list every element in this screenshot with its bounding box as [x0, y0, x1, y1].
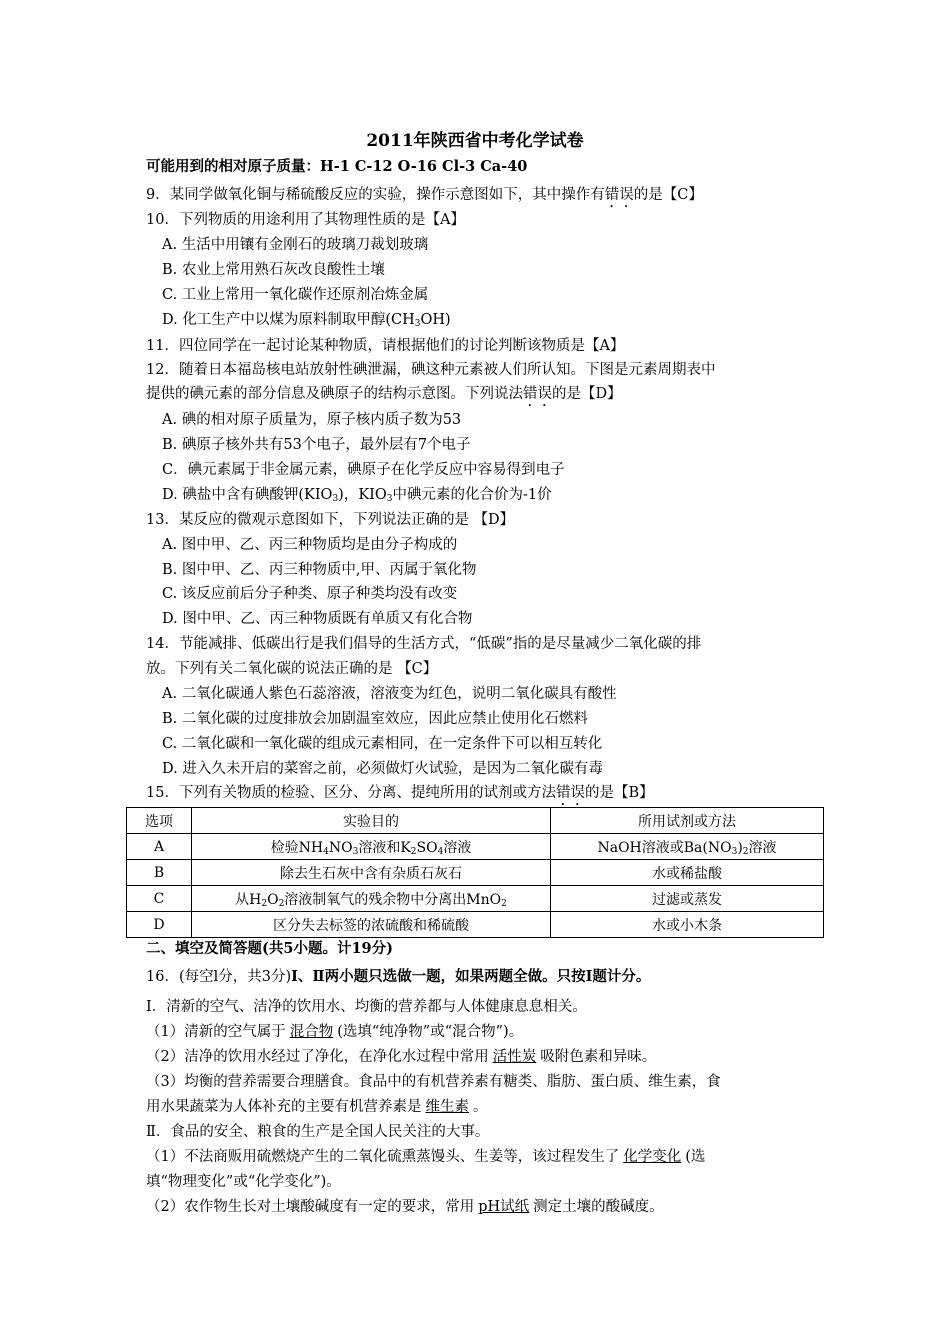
row-purpose: 除去生石灰中含有杂质石灰石 — [192, 860, 551, 886]
q15-text: 15．下列有关物质的检验、区分、分离、提纯所用的试剂或方法 — [146, 785, 556, 801]
q16-II-1: （1）不法商贩用硫燃烧产生的二氧化硫熏蒸馒头、生姜等，该过程发生了 化学变化 (选 — [146, 1149, 706, 1165]
q10-d-text: D. 化工生产中以煤为原料制取甲醇(CH — [162, 312, 415, 328]
q9-answer: 的是【C】 — [633, 187, 703, 203]
q13-option-c: C. 该反应前后分子种类、原子种类均没有改变 — [162, 586, 458, 602]
q15-table — [126, 807, 824, 938]
q10-option-a: A. 生活中用镶有金刚石的玻璃刀裁划玻璃 — [162, 237, 429, 253]
q13-option-a: A. 图中甲、乙、丙三种物质均是由分子构成的 — [162, 537, 458, 553]
q12-d-sub2: 3 — [386, 494, 393, 504]
question-10: 10．下列物质的用途利用了其物理性质的是【A】 — [146, 212, 465, 228]
table-row — [127, 860, 824, 886]
question-14-line2: 放。下列有关二氧化碳的说法正确的是 【C】 — [146, 661, 438, 677]
answer-blank: 活性炭 — [492, 1049, 537, 1065]
row-option: C — [127, 886, 192, 912]
q12-d-text: D. 碘盐中含有碘酸钾(KIO — [162, 487, 333, 503]
question-12-line2 — [146, 384, 622, 410]
q13-option-d: D. 图中甲、乙、丙三种物质既有单质又有化合物 — [162, 611, 473, 627]
question-9 — [146, 185, 703, 211]
table-row — [127, 912, 824, 938]
q12-option-c: C．碘元素属于非金属元素，碘原子在化学反应中容易得到电子 — [162, 462, 565, 478]
q16-I-3-line1: （3）均衡的营养需要合理膳食。食品中的有机营养素有糖类、脂肪、蛋白质、维生素，食 — [146, 1074, 721, 1090]
q12-option-b: B. 碘原子核外共有53个电子，最外层有7个电子 — [162, 437, 471, 453]
q9-text: 9．某同学做氧化铜与稀硫酸反应的实验，操作示意图如下，其中操作有 — [146, 187, 605, 203]
q16-I-intro: Ⅰ．清新的空气、洁净的饮用水、均衡的营养都与人体健康息息相关。 — [146, 999, 587, 1015]
q15-emphasis: 错误 — [555, 785, 585, 801]
row-purpose: 从$H_2O_2$溶液制氧气的残余物中分离出MnO$_2$ — [192, 886, 551, 912]
q12-text: 提供的碘元素的部分信息及碘原子的结构示意图。下列说法 — [146, 386, 523, 402]
q14-option-c: C. 二氧化碳和一氧化碳的组成元素相同，在一定条件下可以相互转化 — [162, 736, 603, 752]
row-purpose: 检验$NH_4NO_3$溶液和$K_2SO_4$溶液 — [192, 834, 551, 860]
question-11: 11．四位同学在一起讨论某种物质，请根据他们的讨论判断该物质是【A】 — [146, 338, 625, 354]
q12-emphasis: 错误 — [523, 386, 552, 402]
q16-II-intro: Ⅱ．食品的安全、粮食的生产是全国人民关注的大事。 — [146, 1124, 490, 1140]
q16-note: Ⅰ、Ⅱ两小题只选做一题，如果两题全做。只按Ⅰ题计分。 — [291, 968, 651, 985]
question-12-line1: 12．随着日本福岛核电站放射性碘泄漏，碘这种元素被人们所认知。下图是元素周期表中 — [146, 362, 716, 378]
row-option: D — [127, 912, 192, 938]
q10-d-sub: 3 — [414, 319, 421, 329]
table-header-row — [127, 808, 824, 834]
q14-option-d: D. 进入久未开启的菜窖之前，必须做灯火试验，是因为二氧化碳有毒 — [162, 761, 603, 777]
answer-blank: 维生素 — [425, 1099, 469, 1115]
q12-d-tail: 中碘元素的化合价为-1价 — [392, 487, 552, 503]
q12-d-sub1: 3 — [332, 494, 339, 504]
page-title: 2011年陕西省中考化学试卷 — [366, 131, 584, 151]
q16-I-2: （2）洁净的饮用水经过了净化，在净化水过程中常用 活性炭 吸附色素和异味。 — [146, 1049, 657, 1065]
answer-blank: 化学变化 — [623, 1149, 682, 1165]
row-method: 水或小木条 — [551, 912, 824, 938]
question-16 — [146, 967, 650, 987]
section-2-heading: 二、填空及简答题(共5小题。计19分) — [146, 940, 393, 957]
q10-option-b: B. 农业上常用熟石灰改良酸性土壤 — [162, 262, 385, 278]
q16-II-2: （2）农作物生长对土壤酸碱度有一定的要求，常用 pH试纸 测定土壤的酸碱度。 — [146, 1199, 664, 1215]
row-option: B — [127, 860, 192, 886]
q16-I-1: （1）清新的空气属于 混合物 (选填“纯净物”或“混合物”)。 — [146, 1024, 524, 1040]
table-row — [127, 886, 824, 912]
row-option: A — [127, 834, 192, 860]
q16-stem: 16．(每空l分，共3分) — [146, 969, 292, 985]
row-method: NaOH溶液或$Ba(NO_3)_2$溶液 — [551, 834, 824, 860]
question-15 — [146, 783, 654, 809]
table-row — [127, 834, 824, 860]
q10-d-tail: OH) — [420, 312, 451, 328]
q12-option-a: A. 碘的相对原子质量为，原子核内质子数为53 — [162, 412, 462, 428]
question-14-line1: 14．节能减排、低碳出行是我们倡导的生活方式，“低碳”指的是尽量减少二氧化碳的排 — [146, 636, 702, 652]
q10-option-c: C. 工业上常用一氧化碳作还原剂冶炼金属 — [162, 287, 429, 303]
answer-blank: pH试纸 — [478, 1199, 530, 1215]
header-purpose: 实验目的 — [192, 808, 551, 834]
q14-option-b: B. 二氧化碳的过度排放会加剧温室效应，因此应禁止使用化石燃料 — [162, 711, 588, 727]
q16-I-3-line2: 用水果蔬菜为人体补充的主要有机营养素是 维生素 。 — [146, 1099, 488, 1115]
q14-option-a: A. 二氧化碳通人紫色石蕊溶液，溶液变为红色，说明二氧化碳具有酸性 — [162, 686, 617, 702]
q9-emphasis: 错误 — [604, 187, 634, 203]
question-13: 13．某反应的微观示意图如下，下列说法正确的是 【D】 — [146, 512, 515, 528]
row-purpose: 区分失去标签的浓硫酸和稀硫酸 — [192, 912, 551, 938]
q13-option-b: B. 图中甲、乙、丙三种物质中,甲、丙属于氧化物 — [162, 562, 477, 578]
row-method: 水或稀盐酸 — [551, 860, 824, 886]
q12-answer: 的是【D】 — [552, 386, 622, 402]
q10-option-d — [162, 310, 451, 330]
q16-II-1-line2: 填“物理变化”或“化学变化”)。 — [146, 1174, 341, 1190]
q12-d-mid: )，KIO — [338, 487, 387, 503]
header-method: 所用试剂或方法 — [551, 808, 824, 834]
q15-answer: 的是【B】 — [584, 785, 654, 801]
atomic-masses: 可能用到的相对原子质量：H-1 C-12 O-16 Cl-3 Ca-40 — [146, 158, 528, 175]
header-option: 选项 — [127, 808, 192, 834]
row-method: 过滤或蒸发 — [551, 886, 824, 912]
q12-option-d — [162, 485, 552, 505]
answer-blank: 混合物 — [289, 1024, 334, 1040]
